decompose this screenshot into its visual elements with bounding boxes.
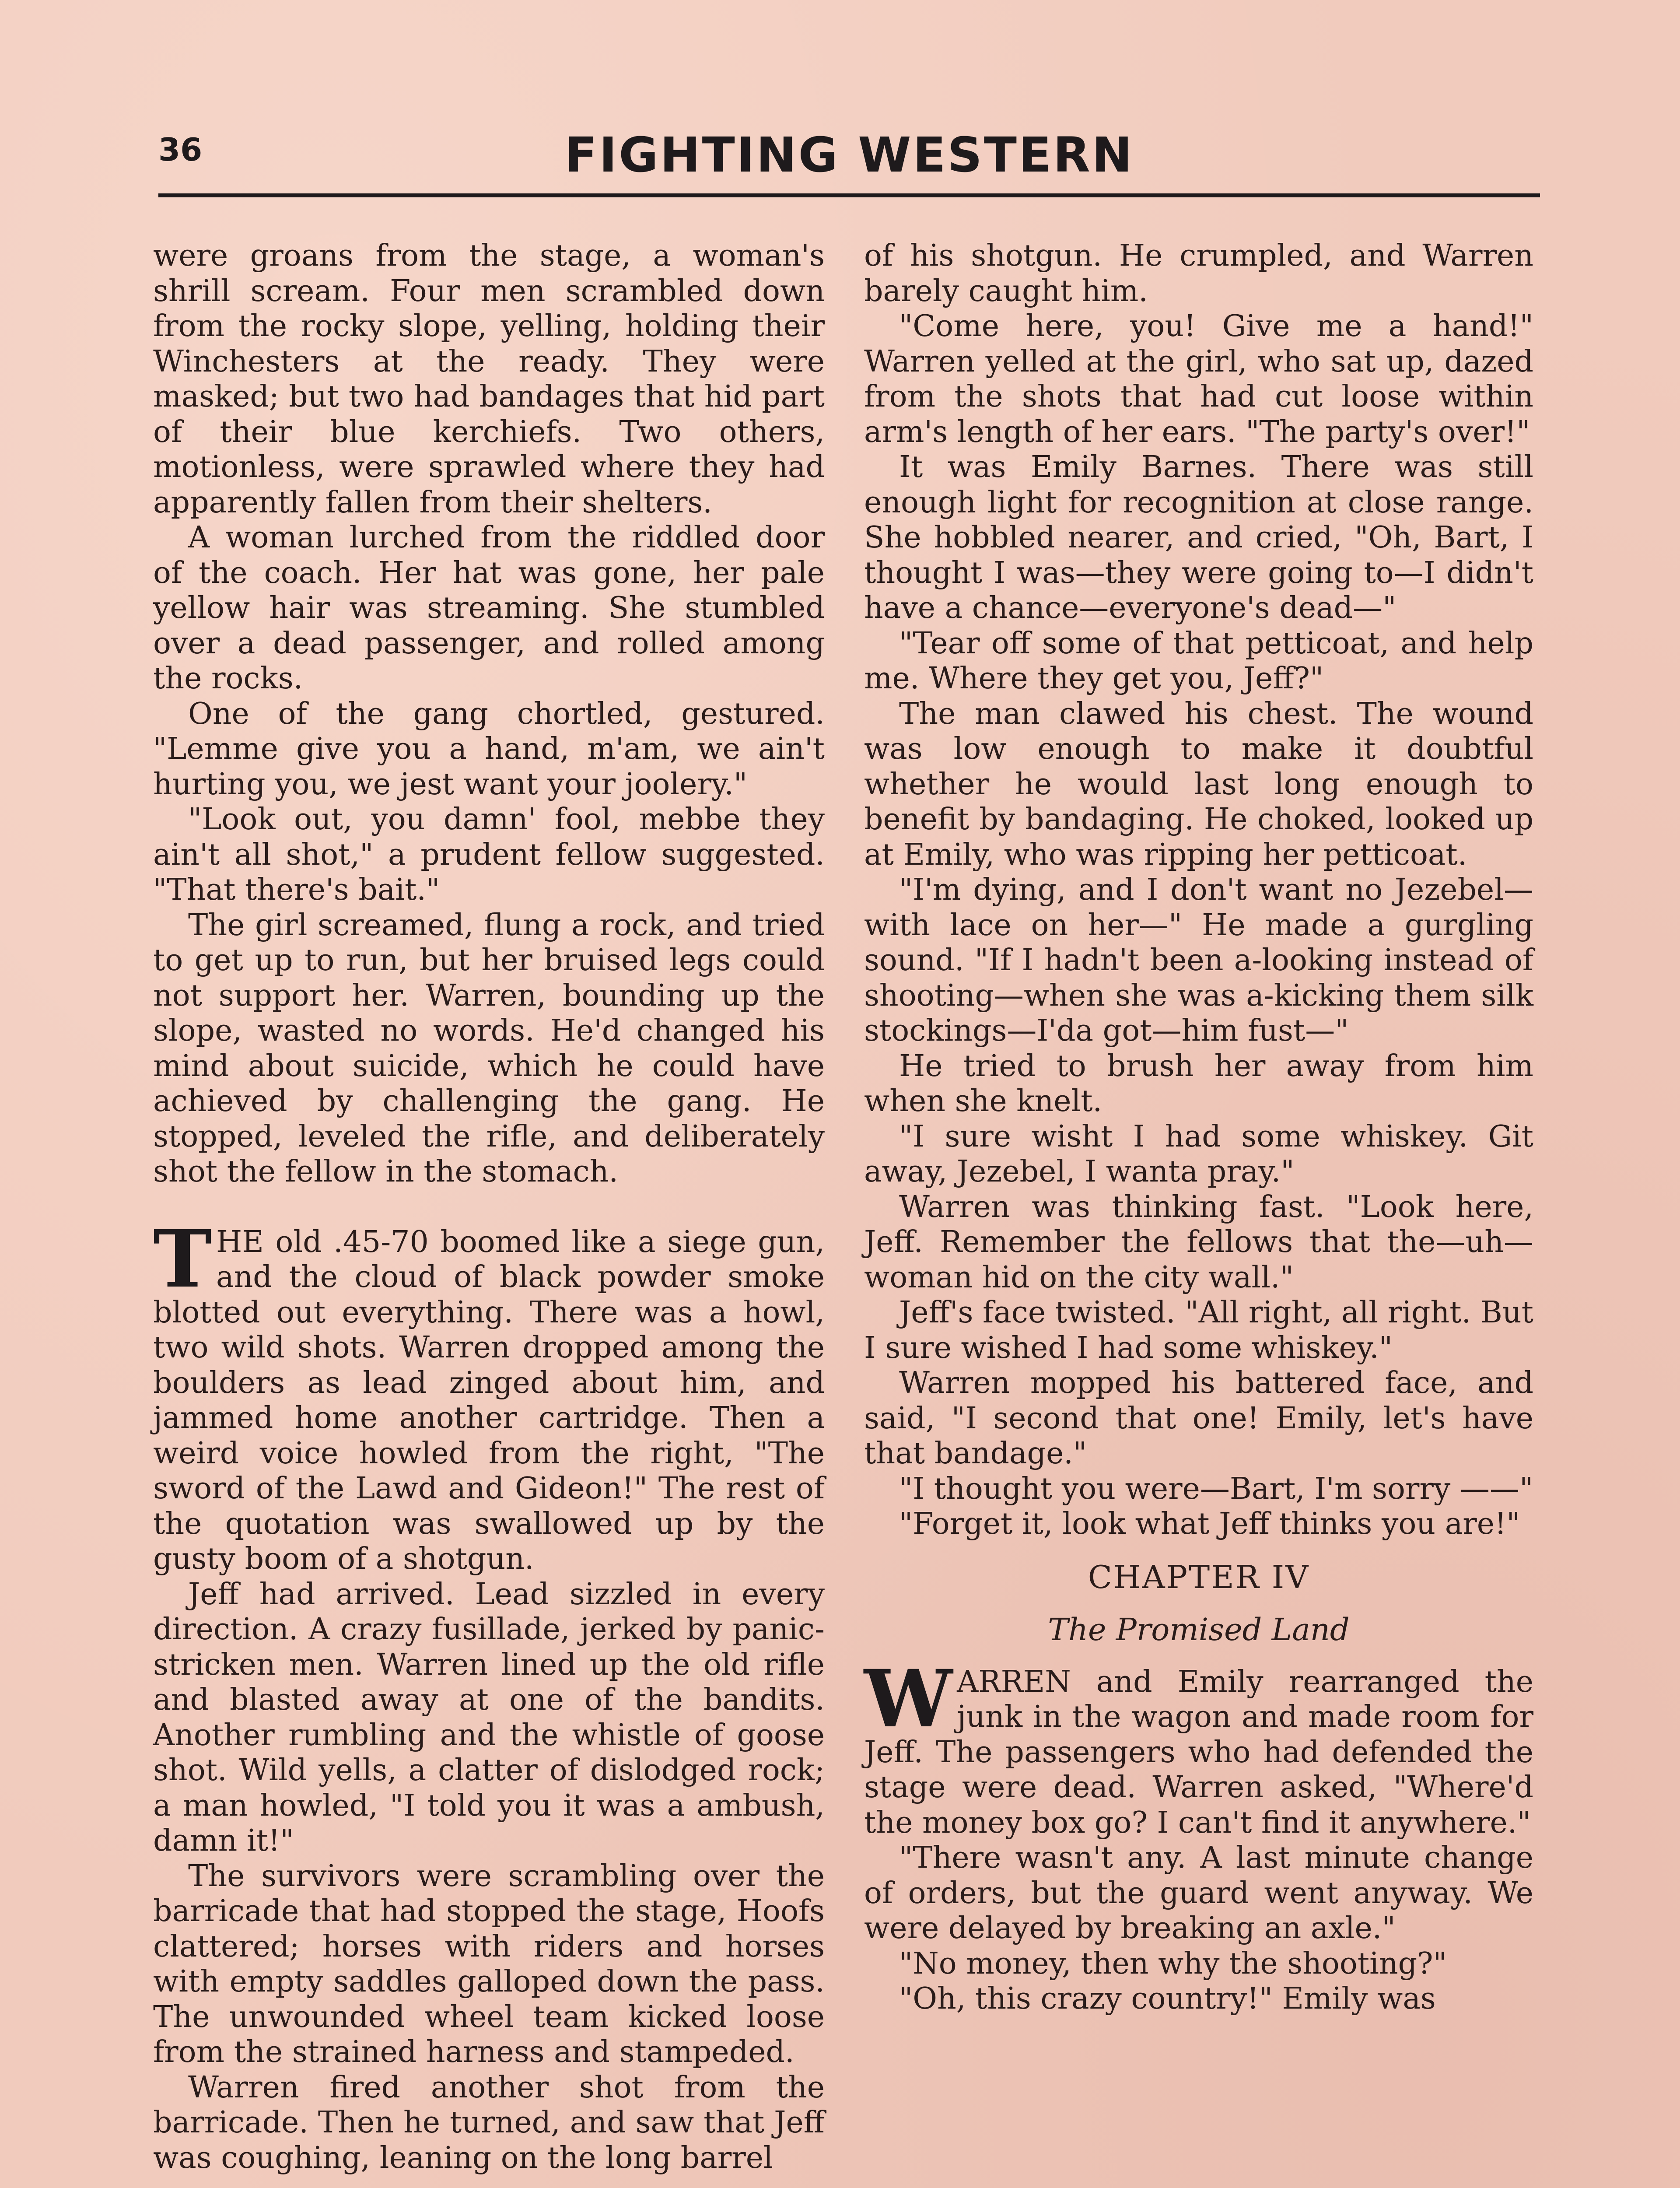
drop-cap: T xyxy=(153,1213,212,1305)
header-rule xyxy=(158,193,1540,197)
paragraph: Jeff had arrived. Lead sizzled in every direction. A crazy fusillade, jerked by panic-stricken men. Warren lined up the old rifle and blasted away at one of the bandits. Another rumbling and the whistle of goose shot. Wild yells, a clatter of dislodged rock; a man howled, "I told you it was a ambush, damn it!" xyxy=(153,1577,825,1858)
left-text-column xyxy=(153,238,825,2176)
paragraph-text: HE old .45-70 boomed like a siege gun, and the cloud of black powder smoke blotted out everything. There was a howl, two wild shots. Warren dropped among the boulders as lead zinged about him, and jammed home another cartridge. Then a weird voice howled from the right, "The sword of the Lawd and Gideon!" The rest of the quotation was swallowed up by the gusty boom of a shotgun. xyxy=(153,1224,825,1576)
paragraph: "I thought you were—Bart, I'm sorry ——" xyxy=(899,1471,1533,1506)
paragraph: The man clawed his chest. The wound was low enough to make it doubtful whether he would last long enough to benefit by bandaging. He choked, looked up at Emily, who was ripping her petticoat. xyxy=(864,696,1533,872)
paragraph: It was Emily Barnes. There was still enough light for recognition at close range. She hobbled nearer, and cried, "Oh, Bart, I thought I was—they were going to—I didn't have a chance—everyone's dead—" xyxy=(864,450,1533,625)
page-number: 36 xyxy=(158,131,203,168)
drop-cap-paragraph xyxy=(153,1213,825,1577)
paragraph: "Come here, you! Give me a hand!" Warren yelled at the girl, who sat up, dazed from the shots that had cut loose within arm's length of her ears. "The party's over!" xyxy=(864,309,1533,449)
paragraph: "No money, then why the shooting?" xyxy=(899,1946,1447,1981)
paragraph: "Tear off some of that petticoat, and help me. Where they get you, Jeff?" xyxy=(864,626,1533,696)
paragraph: The girl screamed, flung a rock, and tried to get up to run, but her bruised legs could not support her. Warren, bounding up the slope, wasted no words. He'd changed his mind about suicide, which he could have achieved by challenging the gang. He stopped, leveled the rifle, and deliberately shot the fellow in the stomach. xyxy=(153,908,825,1189)
paragraph: of his shotgun. He crumpled, and Warren barely caught him. xyxy=(864,238,1533,309)
paragraph-text: ARREN and Emily rearranged the junk in the wagon and made room for Jeff. The passengers who had defended the stage were dead. Warren asked, "Where'd the money box go? I can't find it anywhere." xyxy=(864,1664,1533,1840)
drop-cap-paragraph xyxy=(864,1652,1533,1841)
paragraph: Jeff's face twisted. "All right, all right. But I sure wished I had some whiskey." xyxy=(864,1295,1533,1365)
paragraph: One of the gang chortled, gestured. "Lemme give you a hand, m'am, we ain't hurting you, we jest want your joolery." xyxy=(153,696,825,802)
paragraph: "Look out, you damn' fool, mebbe they ain't all shot," a prudent fellow suggested. "That there's bait." xyxy=(153,802,825,907)
paragraph: Warren fired another shot from the barricade. Then he turned, and saw that Jeff was coughing, leaning on the long barrel xyxy=(153,2070,825,2175)
paragraph: The survivors were scrambling over the barricade that had stopped the stage, Hoofs clattered; horses with riders and horses with empty saddles galloped down the pass. The unwounded wheel team kicked loose from the strained harness and stampeded. xyxy=(153,1858,825,2069)
paragraph: Warren mopped his battered face, and said, "I second that one! Emily, let's have that bandage." xyxy=(864,1366,1533,1471)
paragraph: "There wasn't any. A last minute change of orders, but the guard went anyway. We were delayed by breaking an axle." xyxy=(864,1841,1533,1946)
section-break xyxy=(153,1190,825,1225)
paragraph: "Oh, this crazy country!" Emily was xyxy=(899,1981,1436,2016)
paragraph: A woman lurched from the riddled door of the coach. Her hat was gone, her pale yellow hair was streaming. She stumbled over a dead passenger, and rolled among the rocks. xyxy=(153,520,825,696)
paragraph: "Forget it, look what Jeff thinks you are!" xyxy=(899,1507,1520,1541)
chapter-subtitle: The Promised Land xyxy=(1048,1611,1350,1648)
drop-cap: W xyxy=(864,1652,953,1745)
magazine-title: FIGHTING WESTERN xyxy=(564,127,1134,183)
page-header xyxy=(158,118,1540,201)
chapter-heading: CHAPTER IV xyxy=(1088,1558,1310,1595)
paragraph: "I sure wisht I had some whiskey. Git away, Jezebel, I wanta pray." xyxy=(864,1119,1533,1189)
paragraph: were groans from the stage, a woman's shrill scream. Four men scrambled down from the rocky slope, yelling, holding their Winchesters at the ready. They were masked; but two had bandages that hid part of their blue kerchiefs. Two others, motionless, were sprawled where they had apparently fallen from their shelters. xyxy=(153,238,825,520)
paragraph: He tried to brush her away from him when she knelt. xyxy=(864,1048,1533,1119)
paragraph: Warren was thinking fast. "Look here, Jeff. Remember the fellows that the—uh—woman hid on the city wall." xyxy=(864,1189,1533,1295)
right-text-column xyxy=(864,238,1533,2017)
paragraph: "I'm dying, and I don't want no Jezebel—with lace on her—" He made a gurgling sound. "If I hadn't been a-looking instead of shooting—when she was a-kicking them silk stockings—I'da got—him fust—" xyxy=(864,873,1533,1048)
